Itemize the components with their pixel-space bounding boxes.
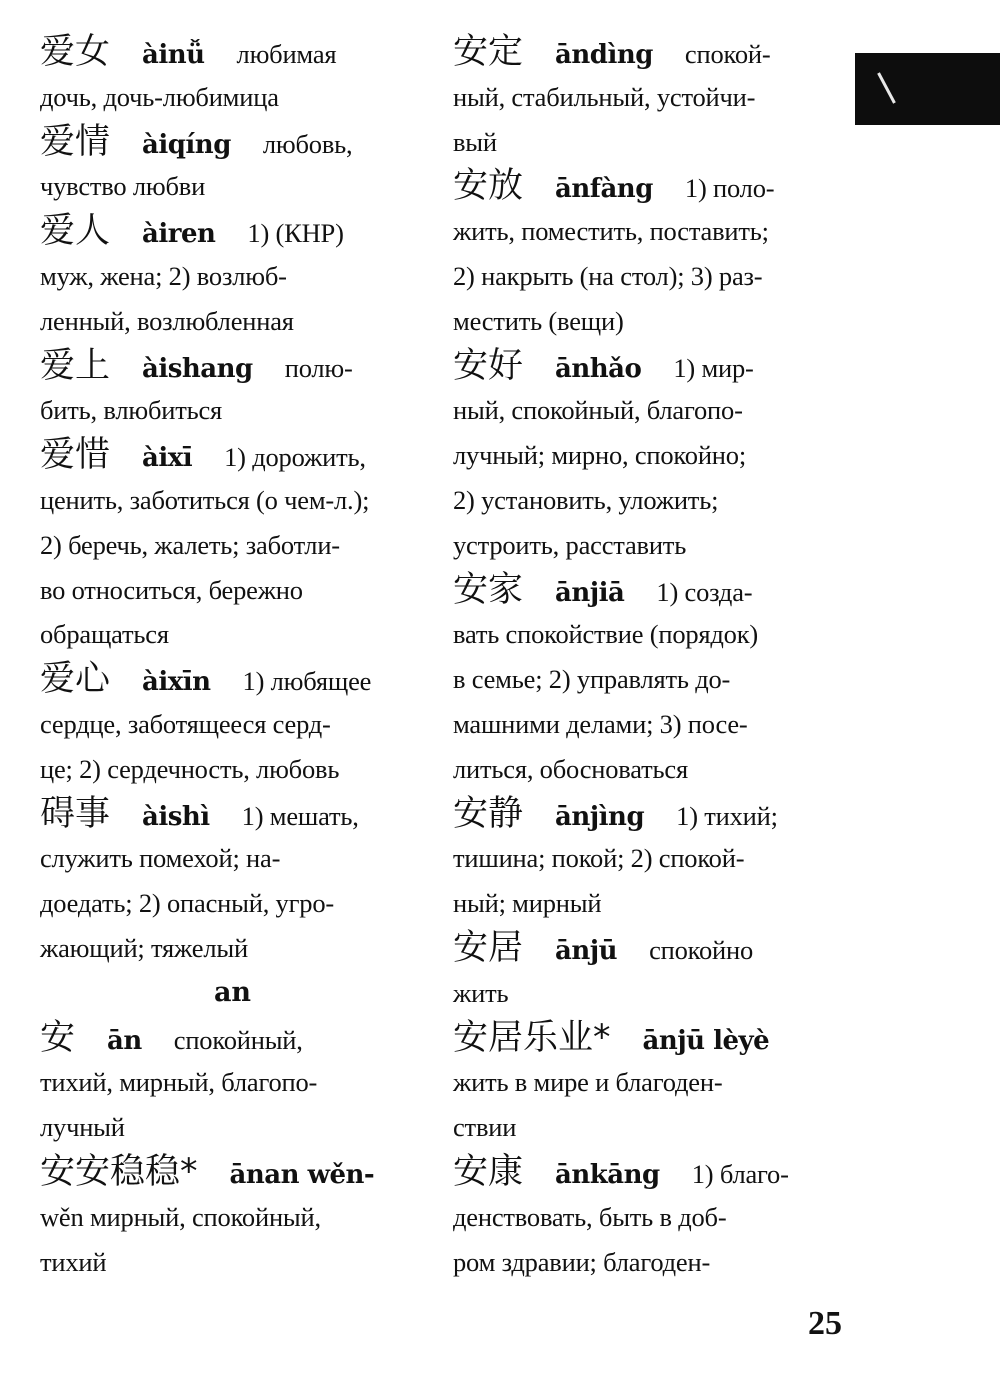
- entry-headword: 安: [40, 1017, 76, 1058]
- entry-definition-line: [40, 388, 425, 433]
- entry-definition: це; 2) сердечность, любовь: [40, 753, 340, 784]
- entry-definition: бить, влюбиться: [40, 395, 223, 426]
- entry-definition-line: [453, 971, 848, 1016]
- entry-definition-line: [453, 1105, 848, 1150]
- entry-headword: 安家: [453, 569, 524, 610]
- entry-headword: 碍事: [40, 793, 111, 834]
- entry-headword: 爱心: [40, 659, 111, 700]
- entry-definition: служить помехой; на-: [40, 843, 281, 874]
- dictionary-entry: [453, 1016, 848, 1150]
- dictionary-entry: [40, 433, 425, 657]
- entry-pinyin: àixīn: [142, 667, 211, 698]
- entry-pinyin: ānkāng: [555, 1159, 660, 1190]
- entry-definition-line: [40, 478, 425, 523]
- entry-definition-line: [40, 702, 425, 747]
- entry-definition-line: [40, 75, 425, 120]
- entry-definition: обращаться: [40, 619, 169, 650]
- entry-definition-line: [453, 388, 848, 433]
- entry-definition: жающий; тяжелый: [40, 932, 248, 963]
- entry-definition: 2) беречь, жалеть; заботли-: [40, 529, 340, 560]
- entry-definition: вый: [453, 126, 497, 157]
- entry-first-line: [40, 433, 425, 478]
- dictionary-entry: [40, 792, 425, 971]
- entry-definition: ный; мирный: [453, 888, 602, 919]
- dictionary-entry: [40, 209, 425, 343]
- entry-definition-line: [40, 747, 425, 792]
- entry-definition-line: [453, 254, 848, 299]
- dictionary-entry: [40, 1150, 425, 1284]
- entry-definition-line: [453, 702, 848, 747]
- entry-first-line: [40, 30, 425, 75]
- entry-definition: вать спокойствие (порядок): [453, 619, 759, 650]
- entry-definition: в семье; 2) управлять до-: [453, 664, 731, 695]
- entry-definition: ный, спокойный, благопо-: [453, 395, 743, 426]
- entry-definition: спокой-: [684, 39, 771, 69]
- dictionary-entry: [40, 657, 425, 791]
- entry-first-line: [453, 568, 848, 613]
- entry-headword: 安居乐业*: [453, 1017, 611, 1058]
- dictionary-entry: [453, 1150, 848, 1284]
- entry-definition: ный, стабильный, устойчи-: [453, 81, 756, 112]
- entry-first-line: [40, 1016, 425, 1061]
- entry-definition: 1) дорожить,: [224, 442, 366, 473]
- entry-first-line: [40, 344, 425, 389]
- dictionary-entry: [40, 344, 425, 434]
- entry-headword: 安居: [453, 927, 524, 968]
- right-column: [453, 30, 848, 1284]
- dictionary-entry: [453, 568, 848, 792]
- entry-definition: ленный, возлюбленная: [40, 305, 294, 336]
- entry-pinyin: ān: [107, 1025, 142, 1056]
- entry-headword: 爱女: [40, 32, 111, 72]
- entry-definition-line: [453, 1195, 848, 1240]
- left-column: [40, 30, 425, 1284]
- dictionary-entry: [40, 30, 425, 120]
- entry-definition-line: [453, 747, 848, 792]
- entry-first-line: [453, 30, 848, 75]
- entry-definition: во относиться, бережно: [40, 574, 303, 605]
- entry-first-line: [40, 120, 425, 165]
- entry-definition: 1) мир-: [673, 352, 754, 383]
- entry-first-line: [40, 657, 425, 702]
- entry-first-line: [453, 164, 848, 209]
- entry-pinyin: àixī: [142, 443, 193, 474]
- entry-first-line: [453, 1016, 848, 1061]
- entry-definition: полю-: [284, 352, 353, 383]
- entry-definition: тишина; покой; 2) спокой-: [453, 843, 745, 874]
- entry-definition-line: [453, 612, 848, 657]
- entry-first-line: [453, 1150, 848, 1195]
- entry-definition: местить (вещи): [453, 305, 624, 336]
- entry-first-line: [453, 926, 848, 971]
- section-heading: an: [213, 976, 252, 1008]
- entry-definition-line: [40, 523, 425, 568]
- entry-headword: 安静: [453, 793, 524, 834]
- entry-pinyin: āndìng: [555, 40, 653, 70]
- entry-definition: денствовать, быть в доб-: [453, 1201, 727, 1232]
- entry-definition: муж, жена; 2) возлюб-: [40, 260, 287, 291]
- entry-definition-line: [453, 478, 848, 523]
- entry-definition: лучный; мирно, спокойно;: [453, 440, 746, 471]
- entry-definition: wěn мирный, спокойный,: [40, 1201, 321, 1232]
- entry-definition: дочь, дочь-любимица: [40, 81, 279, 112]
- entry-headword: 爱上: [40, 345, 111, 386]
- entry-definition: 1) созда-: [656, 576, 753, 607]
- entry-definition: тихий: [40, 1246, 107, 1277]
- entry-first-line: [40, 792, 425, 837]
- entry-definition-line: [453, 657, 848, 702]
- entry-definition: 1) поло-: [684, 173, 775, 204]
- entry-definition-line: [453, 433, 848, 478]
- entry-definition: сердце, заботящееся серд-: [40, 708, 331, 739]
- entry-definition: любовь,: [262, 128, 353, 159]
- entry-pinyin: ānan wěn-: [229, 1159, 375, 1190]
- entry-definition: лучный: [40, 1112, 125, 1143]
- entry-definition: 1) (КНР): [247, 218, 344, 249]
- entry-definition-line: [453, 75, 848, 120]
- entry-first-line: [40, 209, 425, 254]
- entry-definition: ром здравии; благоден-: [453, 1246, 711, 1277]
- entry-definition: ствии: [453, 1112, 517, 1143]
- dictionary-entry: [453, 164, 848, 343]
- entry-definition-line: [40, 254, 425, 299]
- entry-definition-line: [453, 836, 848, 881]
- entry-definition-line: [40, 836, 425, 881]
- entry-definition: жить: [453, 977, 509, 1008]
- entry-definition-line: [40, 1105, 425, 1150]
- entry-definition: любимая: [236, 39, 337, 69]
- page-number: 25: [808, 1305, 842, 1342]
- entry-definition: ценить, заботиться (о чем-л.);: [40, 484, 370, 515]
- entry-definition-line: [453, 881, 848, 926]
- entry-headword: 安定: [453, 32, 524, 72]
- entry-definition: жить, поместить, поставить;: [453, 216, 769, 247]
- entry-headword: 爱人: [40, 211, 111, 252]
- dictionary-entry: [453, 344, 848, 568]
- entry-definition: 2) установить, уложить;: [453, 484, 719, 515]
- entry-definition: спокойно: [649, 934, 754, 965]
- entry-headword: 安康: [453, 1151, 524, 1192]
- entry-definition-line: [40, 299, 425, 344]
- entry-pinyin: ānjū lèyè: [642, 1025, 770, 1056]
- entry-first-line: [453, 344, 848, 389]
- entry-pinyin: ānhǎo: [555, 353, 642, 384]
- entry-definition: литься, обосноваться: [453, 753, 688, 784]
- dictionary-entry: [40, 120, 425, 210]
- entry-headword: 安好: [453, 345, 524, 386]
- entry-definition-line: [40, 1195, 425, 1240]
- entry-definition-line: [40, 164, 425, 209]
- entry-definition-line: [40, 1240, 425, 1285]
- entry-pinyin: ānjū: [555, 935, 618, 966]
- entry-pinyin: ānjìng: [555, 801, 645, 832]
- entry-definition: чувство любви: [40, 171, 206, 202]
- entry-first-line: [40, 1150, 425, 1195]
- entry-definition-line: [453, 299, 848, 344]
- dictionary-entry: [453, 30, 848, 164]
- thumb-index-tab: [855, 53, 1000, 125]
- entry-definition-line: [453, 523, 848, 568]
- entry-pinyin: àiren: [142, 219, 216, 250]
- entry-definition: 2) накрыть (на стол); 3) раз-: [453, 260, 763, 291]
- dictionary-entry: [453, 926, 848, 1016]
- thumb-index-mark: [877, 72, 896, 103]
- entry-definition: жить в мире и благоден-: [453, 1067, 723, 1098]
- entry-pinyin: àinǚ: [142, 40, 205, 70]
- dictionary-entry: [40, 1016, 425, 1150]
- entry-definition-line: [40, 568, 425, 613]
- entry-headword: 安放: [453, 166, 524, 207]
- entry-headword: 爱惜: [40, 435, 111, 476]
- entry-definition: доедать; 2) опасный, угро-: [40, 888, 334, 919]
- entry-headword: 爱情: [40, 121, 111, 162]
- entry-definition: спокойный,: [173, 1024, 303, 1055]
- entry-definition: 1) мешать,: [241, 800, 359, 831]
- entry-definition: 1) благо-: [691, 1158, 789, 1189]
- entry-pinyin: àishang: [142, 353, 253, 384]
- entry-definition-line: [453, 209, 848, 254]
- entry-definition-line: [40, 612, 425, 657]
- entry-definition-line: [453, 120, 848, 165]
- entry-first-line: [453, 792, 848, 837]
- entry-definition: тихий, мирный, благопо-: [40, 1067, 318, 1098]
- entry-pinyin: àishì: [142, 801, 210, 832]
- entry-pinyin: ānjiā: [555, 577, 625, 608]
- entry-definition-line: [453, 1240, 848, 1285]
- entry-pinyin: àiqíng: [142, 129, 231, 160]
- entry-definition: устроить, расставить: [453, 529, 687, 560]
- entry-definition: 1) тихий;: [676, 800, 778, 831]
- entry-definition-line: [40, 926, 425, 971]
- entry-definition-line: [40, 881, 425, 926]
- dictionary-entry: [453, 792, 848, 926]
- entry-pinyin: ānfàng: [555, 174, 653, 205]
- entry-definition-line: [453, 1060, 848, 1105]
- entry-definition: 1) любящее: [242, 666, 372, 697]
- entry-definition: машними делами; 3) посе-: [453, 708, 748, 739]
- entry-definition-line: [40, 1060, 425, 1105]
- entry-headword: 安安稳稳*: [40, 1151, 198, 1192]
